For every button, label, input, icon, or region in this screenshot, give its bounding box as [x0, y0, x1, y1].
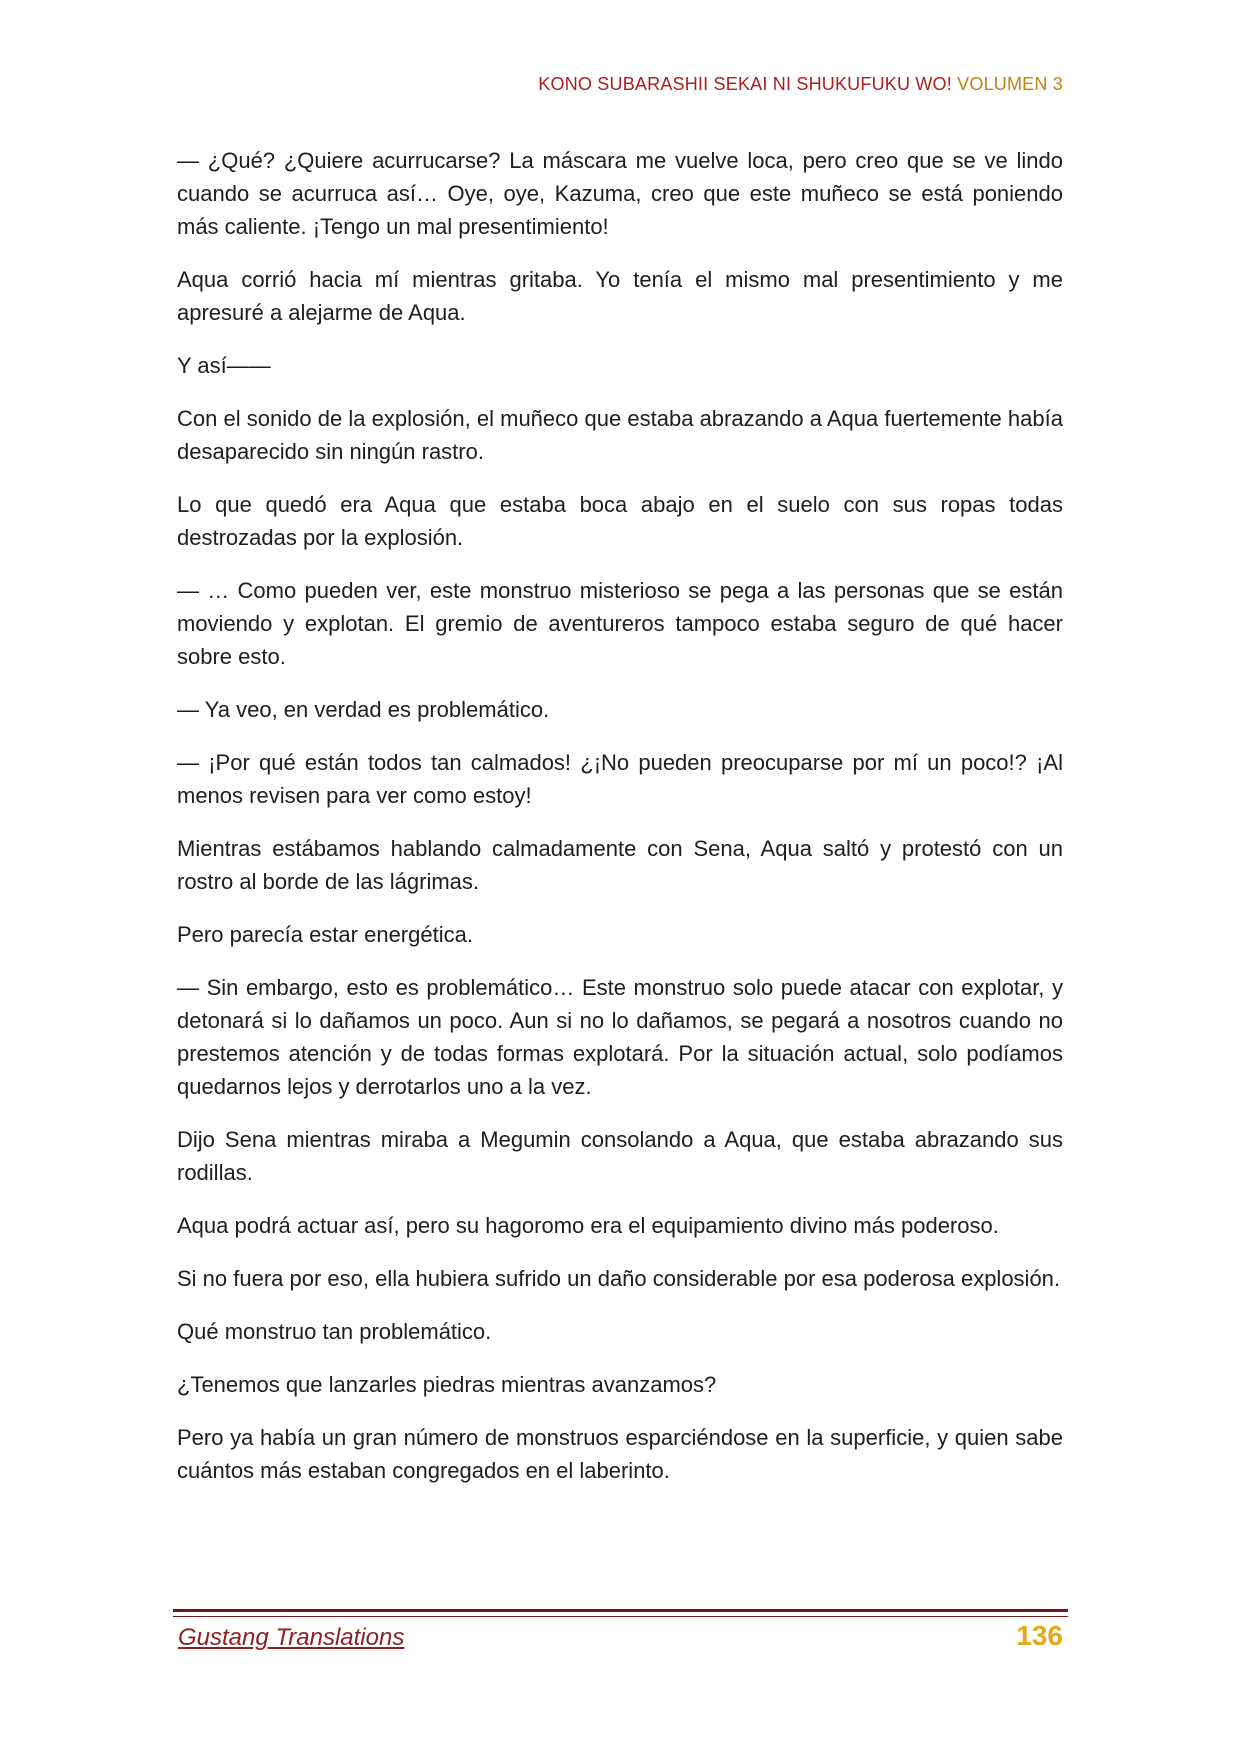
paragraph: Pero parecía estar energética. — [177, 922, 473, 947]
paragraph: Aqua corrió hacia mí mientras gritaba. Yo tenía el mismo mal presentimiento y me apresuré a alejarme de Aqua. — [177, 267, 1063, 325]
footer-divider-thin — [173, 1616, 1068, 1617]
paragraph: Lo que quedó era Aqua que estaba boca abajo en el suelo con sus ropas todas destrozadas por la explosión. — [177, 492, 1063, 550]
paragraph: Mientras estábamos hablando calmadamente con Sena, Aqua saltó y protestó con un rostro al borde de las lágrimas. — [177, 836, 1063, 894]
paragraph: Pero ya había un gran número de monstruos esparciéndose en la superficie, y quien sabe cuántos más estaban congregados en el laberinto. — [177, 1425, 1063, 1483]
paragraph: Dijo Sena mientras miraba a Megumin consolando a Aqua, que estaba abrazando sus rodillas. — [177, 1127, 1063, 1185]
paragraph: — ¡Por qué están todos tan calmados! ¿¡No pueden preocuparse por mí un poco!? ¡Al menos revisen para ver como estoy! — [177, 750, 1063, 808]
paragraph: ¿Tenemos que lanzarles piedras mientras avanzamos? — [177, 1372, 717, 1397]
running-header — [163, 74, 1063, 95]
paragraph: Y así—— — [177, 353, 271, 378]
running-header-volume: VOLUMEN 3 — [957, 74, 1063, 94]
paragraph: — … Como pueden ver, este monstruo misterioso se pega a las personas que se están moviendo y explotan. El gremio de aventureros tampoco estaba seguro de qué hacer sobre esto. — [177, 578, 1063, 669]
paragraph: — ¿Qué? ¿Quiere acurrucarse? La máscara me vuelve loca, pero creo que se ve lindo cuando se acurruca así… Oye, oye, Kazuma, creo que este muñeco se está poniendo más caliente. ¡Tengo un mal presentimiento! — [177, 148, 1063, 239]
paragraph: Aqua podrá actuar así, pero su hagoromo era el equipamiento divino más poderoso. — [177, 1213, 999, 1238]
paragraph: Si no fuera por eso, ella hubiera sufrido un daño considerable por esa poderosa explosión. — [177, 1266, 1061, 1291]
body-text — [177, 144, 1063, 1507]
paragraph: — Ya veo, en verdad es problemático. — [177, 697, 550, 722]
footer-divider — [173, 1609, 1068, 1612]
footer-credit: Gustang Translations — [178, 1624, 405, 1651]
paragraph: Qué monstruo tan problemático. — [177, 1319, 492, 1344]
page-number: 136 — [1016, 1620, 1063, 1651]
running-header-title: KONO SUBARASHII SEKAI NI SHUKUFUKU WO! — [538, 74, 958, 94]
paragraph: Con el sonido de la explosión, el muñeco que estaba abrazando a Aqua fuertemente había desaparecido sin ningún rastro. — [177, 406, 1063, 464]
paragraph: — Sin embargo, esto es problemático… Este monstruo solo puede atacar con explotar, y detonará si lo dañamos un poco. Aun si no lo dañamos, se pegará a nosotros cuando no prestemos atención y de todas formas explotará. Por la situación actual, solo podíamos quedarnos lejos y derrotarlos uno a la vez. — [177, 975, 1063, 1099]
